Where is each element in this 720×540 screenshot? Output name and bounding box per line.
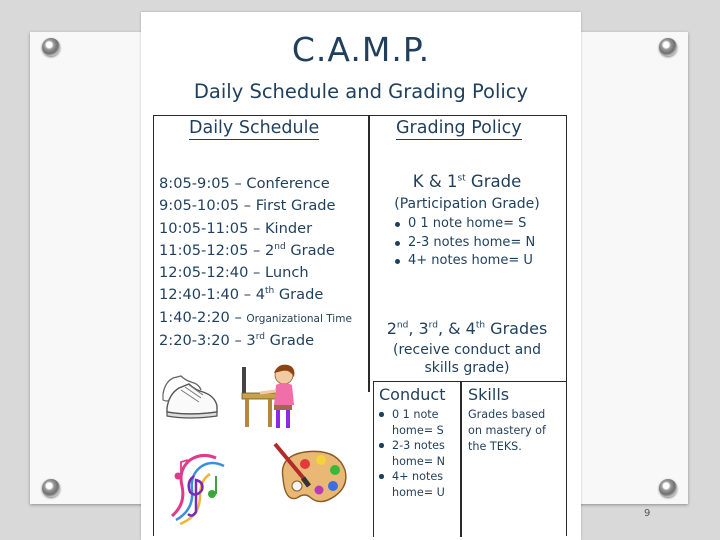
child-at-computer-icon xyxy=(238,361,304,433)
document-page xyxy=(141,12,581,540)
upper-grades-subtitle-1: (receive conduct and xyxy=(393,342,541,358)
pushpin-bottom-right-icon xyxy=(659,479,677,497)
schedule-item: 8:05-9:05 – Conference xyxy=(159,175,330,192)
list-item: 2-3 notes home= N xyxy=(378,438,464,469)
conduct-skills-table xyxy=(373,381,566,537)
pushpin-top-right-icon xyxy=(659,38,677,56)
sneakers-icon xyxy=(159,368,224,430)
pushpin-bottom-left-icon xyxy=(42,479,60,497)
pushpin-top-left-icon xyxy=(42,38,60,56)
upper-grades-heading: 2nd, 3rd, & 4th Grades xyxy=(386,319,548,338)
schedule-list xyxy=(159,173,352,352)
schedule-item: 12:40-1:40 – 4th Grade xyxy=(159,286,324,304)
schedule-item: 2:20-3:20 – 3rd Grade xyxy=(159,332,315,350)
k1-grade-list xyxy=(394,215,535,271)
music-notes-icon xyxy=(166,446,228,526)
k1-subtitle: (Participation Grade) xyxy=(394,196,540,212)
list-item: 4+ notes home= U xyxy=(394,252,535,271)
list-item: 2-3 notes home= N xyxy=(394,234,535,253)
document-subtitle: Daily Schedule and Grading Policy xyxy=(193,80,529,103)
skills-text: Grades based on mastery of the TEKS. xyxy=(468,408,546,453)
schedule-item: 1:40-2:20 – Organizational Time xyxy=(159,308,352,326)
schedule-item: 10:05-11:05 – Kinder xyxy=(159,219,313,237)
paint-palette-icon xyxy=(271,442,351,510)
list-item: 4+ notes home= U xyxy=(378,469,464,500)
grading-heading: Grading Policy xyxy=(396,118,522,138)
conduct-list xyxy=(378,407,464,500)
schedule-heading: Daily Schedule xyxy=(189,118,320,138)
k1-heading: K & 1st Grade xyxy=(412,172,522,191)
conduct-heading: Conduct xyxy=(379,385,446,404)
schedule-item: 9:05-10:05 – First Grade xyxy=(159,197,336,215)
schedule-grading-table xyxy=(153,115,567,536)
upper-grades-subtitle-2: skills grade) xyxy=(424,360,510,376)
document-title: C.A.M.P. xyxy=(291,30,431,69)
skills-heading: Skills xyxy=(468,385,510,404)
schedule-item: 11:05-12:05 – 2nd Grade xyxy=(159,241,335,259)
list-item: 0 1 note home= S xyxy=(394,215,535,234)
schedule-item: 12:05-12:40 – Lunch xyxy=(159,264,309,282)
list-item: 0 1 note home= S xyxy=(378,407,464,438)
page-number: 9 xyxy=(644,508,651,519)
